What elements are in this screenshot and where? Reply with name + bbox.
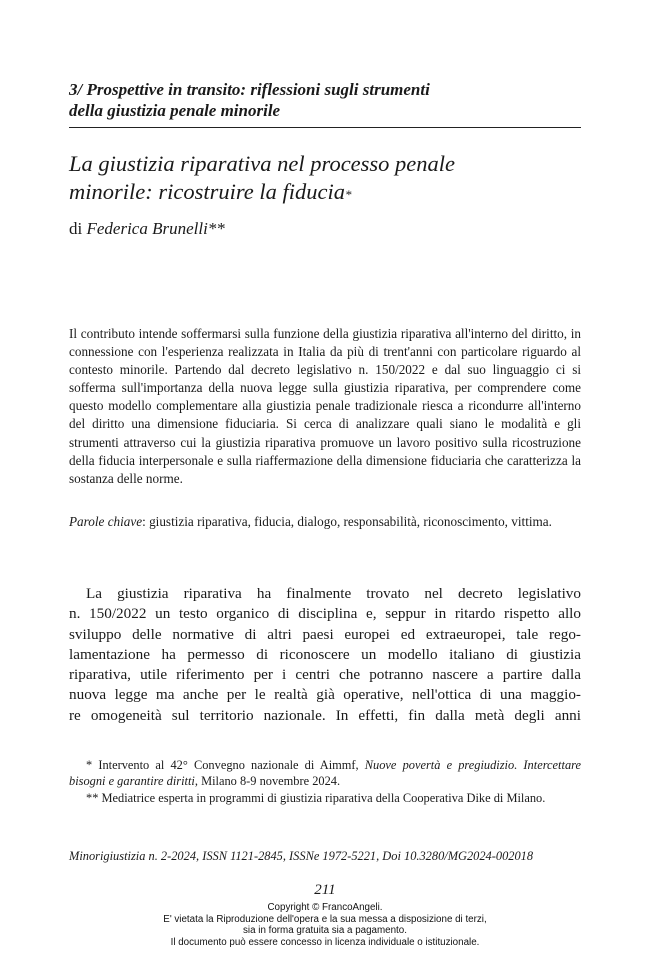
section-divider: [69, 127, 581, 128]
author-line: [69, 218, 225, 240]
copyright-notice: [0, 902, 650, 949]
body-line: La giustizia riparativa ha finalmente trovato nel decreto legislativo: [86, 585, 581, 602]
copyright-line: Copyright © FrancoAngeli.: [267, 902, 383, 913]
body-line: riparativa, utile riferimento per i centri che potranno nascere a partire dalla: [69, 666, 581, 684]
footnote-1: [69, 757, 581, 790]
page-number: 211: [314, 882, 336, 898]
copyright-line: Il documento può essere concesso in licenza individuale o istituzionale.: [170, 937, 480, 949]
body-line: re omogeneità sul territorio nazionale. In effetti, fin dalla metà degli anni: [69, 706, 581, 724]
body-text: [69, 584, 581, 726]
section-title-line: 3/ Prospettive in transito: riflessioni sugli strumenti: [69, 80, 430, 99]
section-title-line: della giustizia penale minorile: [69, 101, 281, 120]
body-line: lamentazione ha permesso di riconoscere un modello italiano di giustizia: [69, 645, 581, 663]
article-title-line: [69, 178, 581, 206]
copyright-line: E' vietata la Riproduzione dell'opera e la sua messa a disposizione di terzi,: [163, 913, 487, 925]
author-name: Federica Brunelli**: [86, 219, 225, 238]
body-line: nuova legge ma anche per le realtà già operative, nell'ottica di una maggio-: [69, 686, 581, 704]
journal-citation: Minorigiustizia n. 2-2024, ISSN 1121-2845, ISSNe 1972-5221, Doi 10.3280/MG2024-002018: [69, 849, 534, 863]
body-line: sviluppo delle normative di altri paesi europei ed extraeuropei, tale rego-: [69, 625, 581, 643]
abstract: [69, 325, 581, 488]
footnotes: [69, 757, 581, 806]
abstract-text: Il contributo intende soffermarsi sulla funzione della giustizia riparativa all'interno del diritto, in connessione con l'esperienza realizzata in Italia da più di trent'anni con particolare riguardo al contesto minorile. Partendo dal decreto legislativo n. 150/2022 e dal suo linguaggio ci si sofferma sull'importanza della nuova legge sulla giustizia riparativa, per comprendere come questo modello complementare alla giustizia penale tradizionale riesca a ricondurre all'interno del diritto una dimensione fiduciaria. Si cerca di analizzare quali siano le modalità e gli strumenti attraverso cui la giustizia riparativa promuove un lavoro positivo sulla ricostruzione della fiducia interpersonale e sulla riaffermazione della dimensione fiduciaria che caratterizza la sostanza delle norme.: [69, 326, 581, 486]
article-title-text: minorile: ricostruire la fiducia: [69, 179, 346, 204]
author-prefix: di: [69, 219, 83, 238]
keywords-text: : giustizia riparativa, fiducia, dialogo, responsabilità, riconoscimento, vittima.: [142, 514, 552, 529]
footnote-1-text: * Intervento al 42° Convegno nazionale di Aimmf,: [86, 758, 365, 772]
section-title: [69, 79, 581, 121]
keywords: [69, 513, 581, 531]
article-title-line: La giustizia riparativa nel processo penale: [69, 151, 456, 176]
article-title: [69, 150, 581, 206]
footnote-1-italic: Nuove povertà e pregiudizio. Intercettare bisogni e garantire diritti: [69, 758, 581, 789]
footnote-2: ** Mediatrice esperta in programmi di giustizia riparativa della Cooperativa Dike di Milano.: [86, 790, 546, 805]
article-title-footnote-marker: *: [345, 187, 352, 202]
footnote-1-suffix: , Milano 8-9 novembre 2024.: [194, 774, 341, 789]
body-line: n. 150/2022 un testo organico di disciplina e, seppur in ritardo rispetto allo: [69, 605, 581, 623]
keywords-label: Parole chiave: [69, 514, 143, 529]
copyright-line: sia in forma gratuita sia a pagamento.: [243, 925, 407, 937]
